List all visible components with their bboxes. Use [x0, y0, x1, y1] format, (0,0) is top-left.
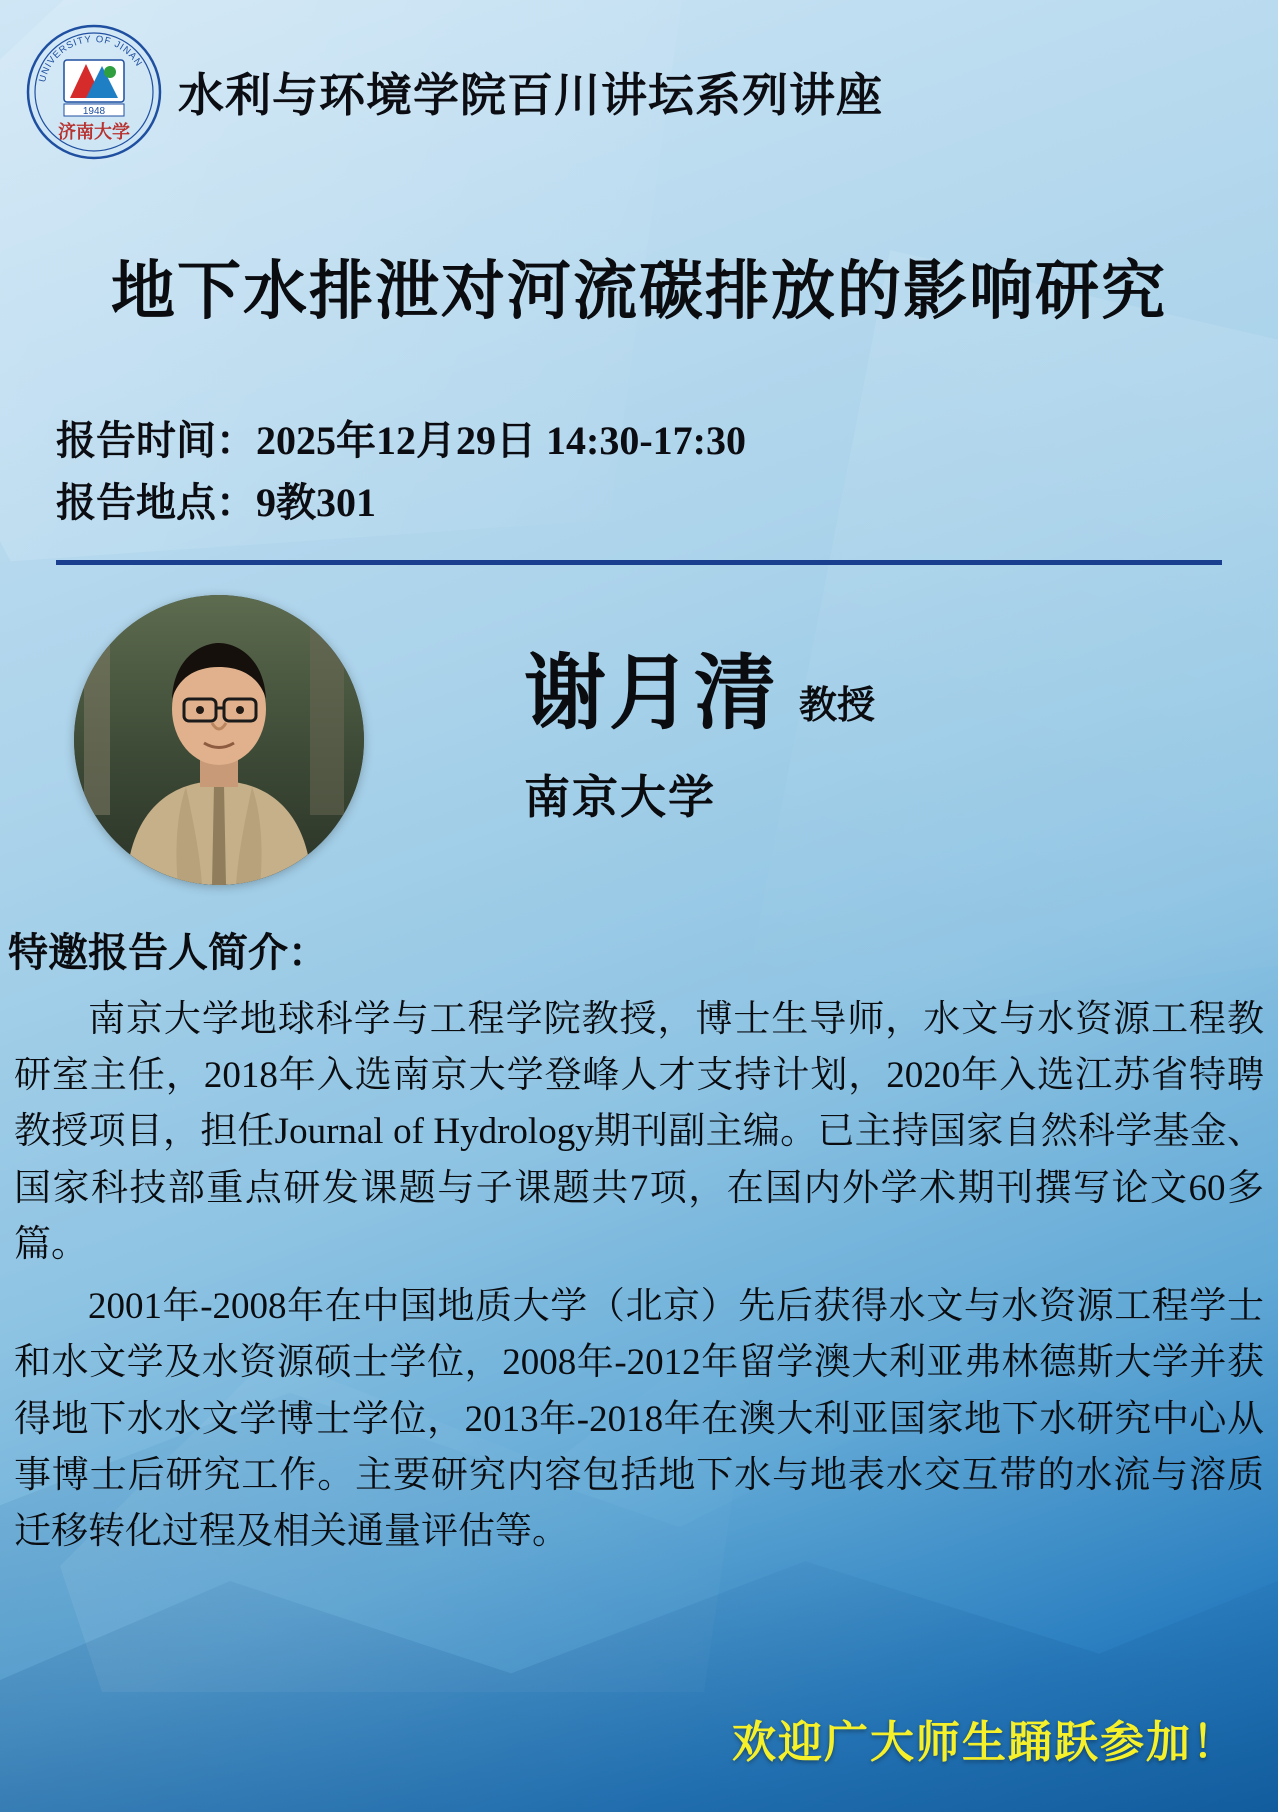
- speaker-organization: 南京大学: [524, 771, 716, 823]
- speaker-rank: 教授: [799, 685, 876, 727]
- speaker-info: [524, 648, 876, 827]
- section-divider: [56, 560, 1222, 565]
- speaker-block: [0, 595, 1278, 885]
- poster-header: [0, 0, 1278, 162]
- svg-text:UNIVERSITY OF JINAN: UNIVERSITY OF JINAN: [37, 33, 145, 84]
- welcome-message: 欢迎广大师生踊跃参加！: [732, 1718, 1238, 1767]
- page-title: 地下水排泄对河流碳排放的影响研究: [111, 255, 1167, 327]
- speaker-name: 谢月清: [524, 648, 780, 739]
- event-time-row: [56, 410, 1278, 472]
- event-place-label: 报告地点：: [56, 480, 256, 525]
- svg-text:1948: 1948: [82, 106, 106, 117]
- bio-paragraph: 2001年-2008年在中国地质大学（北京）先后获得水文与水资源工程学士和水文学及水资源硕士学位，2008年-2012年留学澳大利亚弗林德斯大学并获得地下水水文学博士学位，2013年-2018年在澳大利亚国家地下水研究中心从事博士后研究工作。主要研究内容包括地下水与地表水交互带的水流与溶质迁移转化过程及相关通量评估等。: [14, 1286, 1264, 1553]
- event-meta: [56, 410, 1278, 534]
- series-title: 水利与环境学院百川讲坛系列讲座: [178, 69, 883, 121]
- bio-body: [14, 992, 1264, 1560]
- event-place-row: [56, 472, 1278, 534]
- event-place-value: 9教301: [256, 480, 376, 525]
- speaker-name-row: [524, 648, 876, 739]
- svg-text:济南大学: 济南大学: [58, 122, 130, 142]
- event-time-value: 2025年12月29日 14:30-17:30: [256, 418, 746, 463]
- bio-heading: 特邀报告人简介：: [8, 930, 328, 975]
- university-logo-icon: [24, 22, 164, 162]
- event-time-label: 报告时间：: [56, 418, 256, 463]
- bio-paragraph: 南京大学地球科学与工程学院教授，博士生导师，水文与水资源工程教研室主任，2018年入选南京大学登峰人才支持计划，2020年入选江苏省特聘教授项目，担任Journal of Hydrology期刊副主编。已主持国家自然科学基金、国家科技部重点研发课题与子课题共7项，在国内外学术期刊撰写论文60多篇。: [14, 999, 1264, 1265]
- speaker-portrait: [74, 595, 364, 885]
